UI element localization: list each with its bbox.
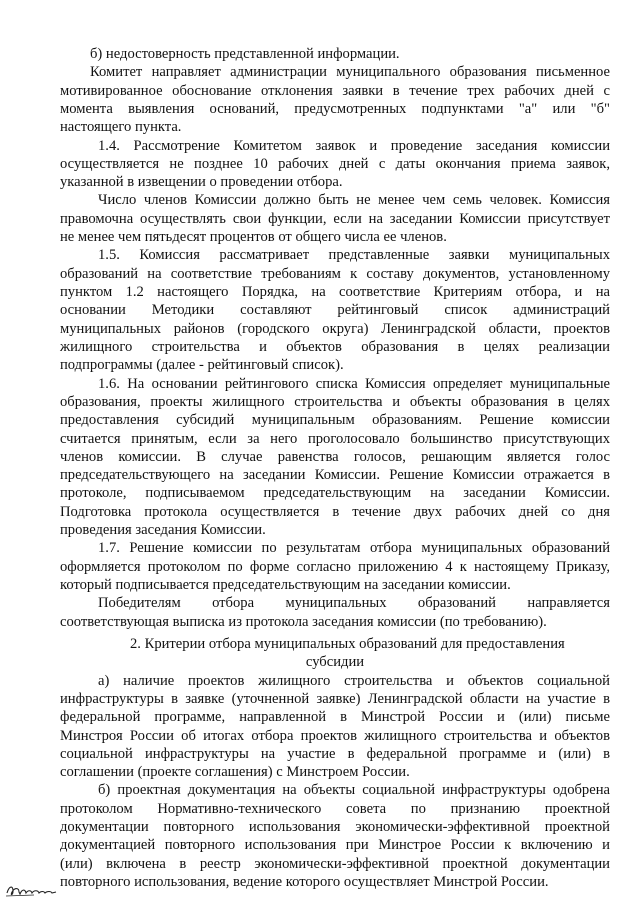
paragraph-line: Победителям отбора муниципальных образований направляется xyxy=(98,595,610,611)
paragraph-line: оформляется протоколом по форме согласно приложению 4 к настоящему Приказу, xyxy=(60,559,610,575)
paragraph-line: основании Методики составляют рейтинговый список администраций xyxy=(60,302,610,318)
paragraph-line: Число членов Комиссии должно быть не менее чем семь человек. Комиссия xyxy=(98,192,610,208)
paragraph-line: муниципальных районов (городского округа) Ленинградской области, проектов xyxy=(60,321,610,337)
paragraph-line: который подписывается председательствующим на заседании комиссии. xyxy=(60,577,511,593)
paragraph-line: Минстроя России об итогах отбора проектов жилищного строительства и объектов xyxy=(60,728,610,744)
paragraph-line: считается принятым, если за него проголосовало большинство присутствующих xyxy=(60,431,610,447)
paragraph-line: настоящего пункта. xyxy=(60,119,182,135)
paragraph-line: правомочна осуществлять свои функции, если на заседании Комиссии присутствует xyxy=(60,211,610,227)
paragraph-line: повторного использования, ведение которого осуществляет Минстрой России. xyxy=(60,874,549,890)
paragraph-line: Комитет направляет администрации муниципального образования письменное xyxy=(90,64,610,80)
paragraph-line: момента выявления оснований, предусмотренных подпунктами "а" или "б" xyxy=(60,101,610,117)
paragraph-line: документации повторного использования экономически-эффективной проектной xyxy=(60,819,610,835)
paragraph-line: членов комиссии. В случае равенства голосов, решающим является голос xyxy=(60,449,610,465)
paragraph-line: 2. Критерии отбора муниципальных образований для предоставления xyxy=(130,636,565,652)
paragraph-line: жилищного строительства и объектов образования в целях реализации xyxy=(60,339,610,355)
paragraph-line: инфраструктуры в заявке (уточненной заявке) Ленинградской области на участие в xyxy=(60,691,610,707)
paragraph-line: мотивированное обоснование отклонения заявки в течение трех рабочих дней с xyxy=(60,83,610,99)
paragraph-line: образований на соответствие требованиям к составу документов, установленному xyxy=(60,266,610,282)
paragraph-line: б) недостоверность представленной информации. xyxy=(90,46,400,62)
paragraph-line: (или) включена в реестр экономически-эффективной проектной документации xyxy=(60,856,610,872)
paragraph-line: предоставления субсидий муниципальным образованиям. Решение комиссии xyxy=(60,412,610,428)
paragraph-line: председательствующего на заседании Комиссии. Решение Комиссии отражается в xyxy=(60,467,610,483)
paragraph-line: осуществляется не позднее 10 рабочих дней с даты окончания приема заявок, xyxy=(60,156,610,172)
paragraph-line: федеральной программе, направленной в Минстрой России и (или) письме xyxy=(60,709,610,725)
paragraph-line: не менее чем пятьдесят процентов от общего числа ее членов. xyxy=(60,229,447,245)
paragraph-line: а) наличие проектов жилищного строительства и объектов социальной xyxy=(98,673,610,689)
paragraph-line: 1.6. На основании рейтингового списка Комиссия определяет муниципальные xyxy=(98,376,610,392)
paragraph-line: соглашении (проекте соглашения) с Минстроем России. xyxy=(60,764,410,780)
paragraph-line: субсидии xyxy=(305,654,365,670)
paragraph-line: протоколе, подписываемом председательствующим на заседании Комиссии. xyxy=(60,485,610,501)
paragraph-line: 1.7. Решение комиссии по результатам отбора муниципальных образований xyxy=(98,540,610,556)
paragraph-line: б) проектная документация на объекты социальной инфраструктуры одобрена xyxy=(98,782,610,798)
paragraph-line: образования, проекты жилищного строительства и объекты образования в целях xyxy=(60,394,610,410)
paragraph-line: указанной в извещении о проведении отбора. xyxy=(60,174,343,190)
handwritten-signature xyxy=(4,880,60,900)
paragraph-line: документацией повторного использования при Минстрое России к включению и xyxy=(60,837,610,853)
paragraph-line: 1.4. Рассмотрение Комитетом заявок и проведение заседания комиссии xyxy=(98,138,610,154)
paragraph-line: 1.5. Комиссия рассматривает представленные заявки муниципальных xyxy=(98,247,610,263)
paragraph-line: подпрограммы (далее - рейтинговый список). xyxy=(60,357,344,373)
paragraph-line: Подготовка протокола осуществляется в течение двух рабочих дней со дня xyxy=(60,504,610,520)
paragraph-line: социальной инфраструктуры на участие в федеральной программе и (или) в xyxy=(60,746,610,762)
paragraph-line: соответствующая выписка из протокола заседания комиссии (по требованию). xyxy=(60,614,547,630)
paragraph-line: пунктом 1.2 настоящего Порядка, на соответствие Критериям отбора, и на xyxy=(60,284,610,300)
paragraph-line: проведения заседания Комиссии. xyxy=(60,522,266,538)
paragraph-line: протоколом Нормативно-технического совета по признанию проектной xyxy=(60,801,610,817)
